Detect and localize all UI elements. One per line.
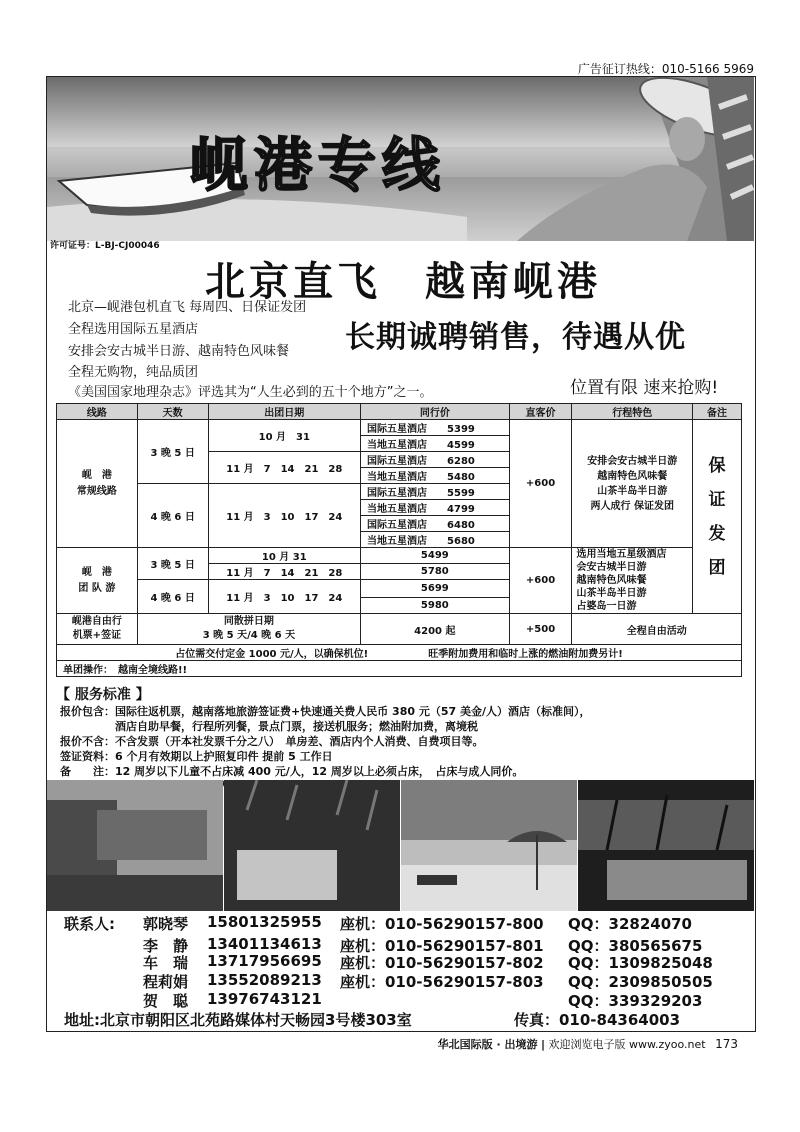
contact-name: 郭晓琴: [143, 915, 189, 933]
ad-hotline: 广告征订热线：010-5166 5969: [577, 62, 754, 76]
group-price-cell: 5980: [361, 598, 510, 614]
website: 欢迎浏览电子版 www.zyoo.net: [548, 1038, 706, 1051]
photo-strip: [47, 780, 754, 911]
contacts-label: 联系人:: [64, 915, 115, 933]
page-number: 173: [715, 1037, 738, 1051]
contact-landline: 座机：010-56290157-802: [340, 954, 544, 972]
dates-cell: 同散拼日期 3 晚 5 天/4 晚 6 天: [137, 614, 360, 645]
contact-landline: 座机：010-56290157-800: [340, 915, 544, 933]
service-line: 备 注：12 周岁以下儿童不占床减 400 元/人，12 周岁以上必须占床， 占床与成人同价。: [60, 765, 524, 778]
sunset-pool-photo: [578, 780, 754, 911]
dates-cell: 11 月 7 14 21 28: [208, 452, 361, 484]
lagoon-photo: [224, 780, 400, 911]
contact-qq: QQ：380565675: [568, 937, 703, 955]
recruit-slogan: 长期诚聘销售，待遇从优: [345, 320, 686, 355]
contact-mobile: 13552089213: [207, 971, 322, 989]
col-header: 行程特色: [572, 404, 693, 420]
table-row: [57, 661, 742, 677]
single-group-note: 单团操作： 越南全境线路!!: [57, 661, 742, 677]
contact-qq: QQ：2309850505: [568, 973, 713, 991]
feature-line: 全程无购物，纯品质团: [68, 365, 199, 380]
service-line: 报价包含：国际往返机票，越南落地旅游签证费+快速通关费人民币 380 元（57 美金/人）酒店（标准间），: [60, 705, 591, 718]
col-header: 线路: [57, 404, 138, 420]
itinerary-cell: 选用当地五星级酒店 会安古城半日游 越南特色风味餐 山茶半岛半日游 占婆岛一日游: [572, 548, 693, 614]
col-header: 直客价: [509, 404, 572, 420]
direct-price-cell: +500: [509, 614, 572, 645]
service-line: 签证资料：6 个月有效期以上护照复印件 提前 5 工作日: [60, 750, 333, 763]
feature-line: 北京—岘港包机直飞 每周四、日保证发团: [68, 300, 307, 315]
hotel-price-cell: 当地五星酒店 4599: [361, 436, 510, 452]
table-row: [57, 420, 742, 436]
contact-qq: QQ：1309825048: [568, 954, 713, 972]
contact-qq: QQ：339329203: [568, 992, 703, 1010]
itinerary-cell: 安排会安古城半日游 越南特色风味餐 山茶半岛半日游 两人成行 保证发团: [572, 420, 693, 548]
fax-number: 传真：010-84364003: [514, 1011, 681, 1029]
days-cell: 4 晚 6 日: [137, 484, 208, 548]
page-footer: 华北国际版 · 出境游 | 欢迎浏览电子版 www.zyoo.net 173: [437, 1037, 738, 1051]
headline: 北京直飞 越南岘港: [205, 258, 601, 305]
feature-line: 全程选用国际五星酒店: [68, 322, 199, 337]
contact-landline: 座机：010-56290157-803: [340, 973, 544, 991]
feature-line: 《美国国家地理杂志》评选其为“人生必到的五十个地方”之一。: [68, 385, 433, 400]
col-header: 出团日期: [208, 404, 361, 420]
hotel-price-cell: 国际五星酒店 6280: [361, 452, 510, 468]
days-cell: 4 晚 6 日: [137, 580, 208, 614]
direct-price-cell: +600: [509, 548, 572, 614]
dates-cell: 10 月 31: [208, 548, 361, 564]
hotel-price-cell: 国际五星酒店 5599: [361, 484, 510, 500]
dates-cell: 10 月 31: [208, 420, 361, 452]
deposit-note: 占位需交付定金 1000 元/人，以确保机位! 旺季附加费用和临时上涨的燃油附加费另计!: [57, 645, 742, 661]
group-price-cell: 5699: [361, 580, 510, 598]
route-cell: 岘港自由行 机票+签证: [57, 614, 138, 645]
publication-name: 华北国际版 · 出境游: [437, 1038, 538, 1051]
dates-cell: 11 月 7 14 21 28: [208, 564, 361, 580]
route-cell: 岘 港 常规线路: [57, 420, 138, 548]
dates-cell: 11 月 3 10 17 24: [208, 484, 361, 548]
table-row: [57, 614, 742, 645]
group-price-cell: 5780: [361, 564, 510, 580]
urgent-note: 位置有限 速来抢购!: [570, 378, 719, 398]
contact-landline: 座机：010-56290157-801: [340, 937, 544, 955]
col-header: 同行价: [361, 404, 510, 420]
hotel-price-cell: 当地五星酒店 4799: [361, 500, 510, 516]
hotel-price-cell: 当地五星酒店 5680: [361, 532, 510, 548]
col-header: 天数: [137, 404, 208, 420]
hotel-price-cell: 当地五星酒店 5480: [361, 468, 510, 484]
price-table: [56, 403, 742, 677]
contact-name: 李 静: [143, 937, 189, 955]
table-row: [57, 548, 742, 564]
dates-cell: 11 月 3 10 17 24: [208, 580, 361, 614]
address: 地址:北京市朝阳区北苑路媒体村天畅园3号楼303室: [64, 1011, 412, 1029]
route-cell: 岘 港 团 队 游: [57, 548, 138, 614]
itinerary-cell: 全程自由活动: [572, 614, 742, 645]
contact-name: 贺 聪: [143, 992, 189, 1010]
service-title: 【 服务标准 】: [56, 687, 150, 703]
contact-mobile: 15801325955: [207, 913, 322, 931]
resort-photo: [47, 780, 223, 911]
group-price-cell: 4200 起: [361, 614, 510, 645]
service-line: 报价不含：不含发票（开本社发票千分之八） 单房差、酒店内个人消费、自费项目等。: [60, 735, 484, 748]
contact-mobile: 13717956695: [207, 952, 322, 970]
contact-qq: QQ：32824070: [568, 915, 692, 933]
hotel-price-cell: 国际五星酒店 5399: [361, 420, 510, 436]
direct-price-cell: +600: [509, 420, 572, 548]
contact-mobile: 13976743121: [207, 990, 322, 1008]
service-line: 酒店自助早餐，行程所列餐，景点门票，接送机服务；燃油附加费，离境税: [60, 720, 478, 733]
days-cell: 3 晚 5 日: [137, 420, 208, 484]
contact-name: 程莉娟: [143, 973, 189, 991]
days-cell: 3 晚 5 日: [137, 548, 208, 580]
banner-title: 岘港专线: [190, 131, 447, 199]
contact-name: 车 瑞: [143, 954, 189, 972]
contact-mobile: 13401134613: [207, 935, 322, 953]
beach-umbrella-photo: [401, 780, 577, 911]
license-number: 许可证号：L-BJ-CJ00046: [50, 241, 160, 251]
table-row: [57, 645, 742, 661]
group-price-cell: 5499: [361, 548, 510, 564]
hotel-price-cell: 国际五星酒店 6480: [361, 516, 510, 532]
guarantee-note: 保 证 发 团: [693, 420, 742, 614]
feature-line: 安排会安古城半日游、越南特色风味餐: [68, 344, 290, 359]
col-header: 备注: [693, 404, 742, 420]
table-header-row: [57, 404, 742, 420]
